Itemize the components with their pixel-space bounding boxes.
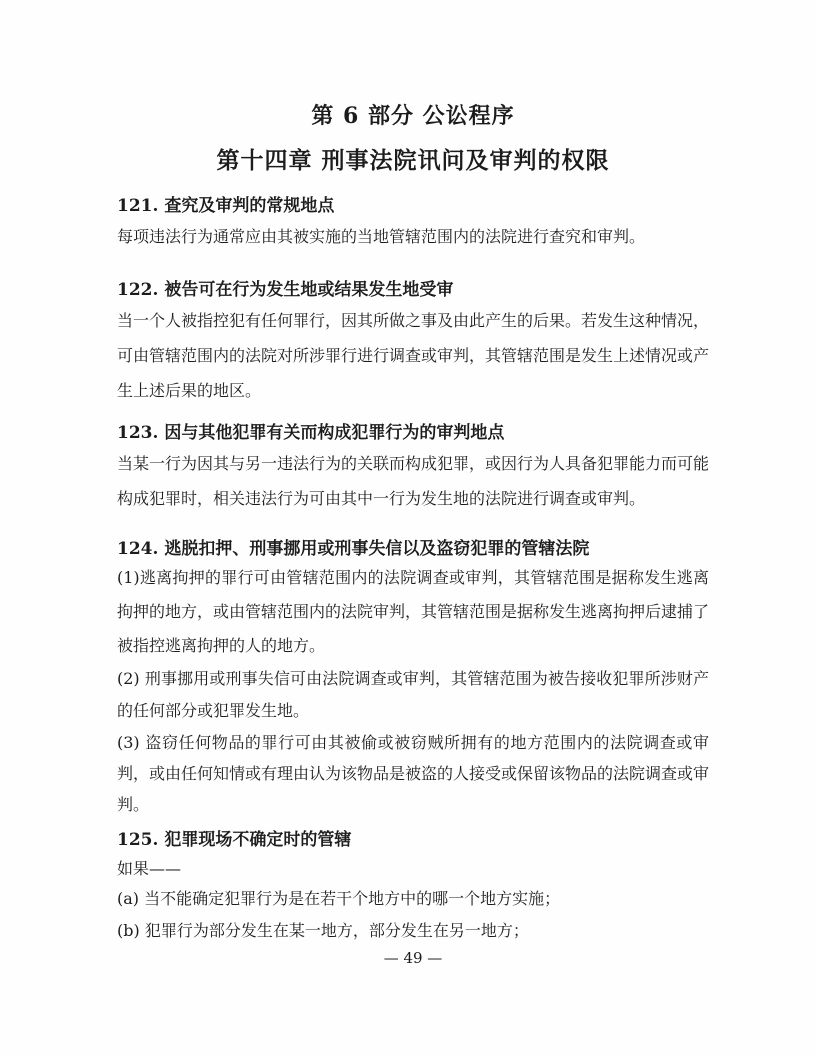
section-125-intro: 如果—— (117, 859, 182, 878)
section-122-heading: 122. 被告可在行为发生地或结果发生地受审 (117, 280, 454, 300)
section-124-paragraph-1: (1)逃离拘押的罪行可由管辖范围内的法院调查或审判，其管辖范围是据称发生逃离拘押的地方，或由管辖范围内的法院审判，其管辖范围是据称发生逃离拘押后逮捕了被指控逃离拘押的人的地方。 (117, 568, 710, 655)
section-125-item-a: (a) 当不能确定犯罪行为是在若干个地方中的哪一个地方实施； (117, 889, 561, 908)
section-121-paragraph: 每项违法行为通常应由其被实施的当地管辖范围内的法院进行查究和审判。 (117, 227, 646, 246)
document-content (117, 0, 709, 968)
section-122-paragraph: 当一个人被指控犯有任何罪行，因其所做之事及由此产生的后果。若发生这种情况，可由管辖范围内的法院对所涉罪行进行调查或审判，其管辖范围是发生上述情况或产生上述后果的地区。 (117, 311, 710, 400)
section-121-heading: 121. 查究及审判的常规地点 (117, 196, 335, 216)
section-124-paragraph-2: (2) 刑事挪用或刑事失信可由法院调查或审判，其管辖范围为被告接收犯罪所涉财产的任何部分或犯罪发生地。 (117, 669, 709, 720)
section-125-heading: 125. 犯罪现场不确定时的管辖 (117, 830, 352, 850)
section-124-heading: 124. 逃脱扣押、刑事挪用或刑事失信以及盗窃犯罪的管辖法院 (117, 539, 590, 559)
section-123-paragraph: 当某一行为因其与另一违法行为的关联而构成犯罪，或因行为人具备犯罪能力而可能构成犯罪时，相关违法行为可由其中一行为发生地的法院进行调查或审判。 (117, 454, 710, 508)
section-123-heading: 123. 因与其他犯罪有关而构成犯罪行为的审判地点 (117, 423, 505, 443)
section-124-paragraph-3: (3) 盗窃任何物品的罪行可由其被偷或被窃贼所拥有的地方范围内的法院调查或审判，或由任何知情或有理由认为该物品是被盗的人接受或保留该物品的法院调查或审判。 (117, 733, 710, 814)
page-number: — 49 — (383, 949, 443, 967)
section-125-item-b: (b) 犯罪行为部分发生在某一地方，部分发生在另一地方； (117, 921, 529, 940)
chapter-title: 第十四章 刑事法院讯问及审判的权限 (216, 147, 610, 174)
part-title: 第 6 部分 公讼程序 (311, 103, 515, 129)
